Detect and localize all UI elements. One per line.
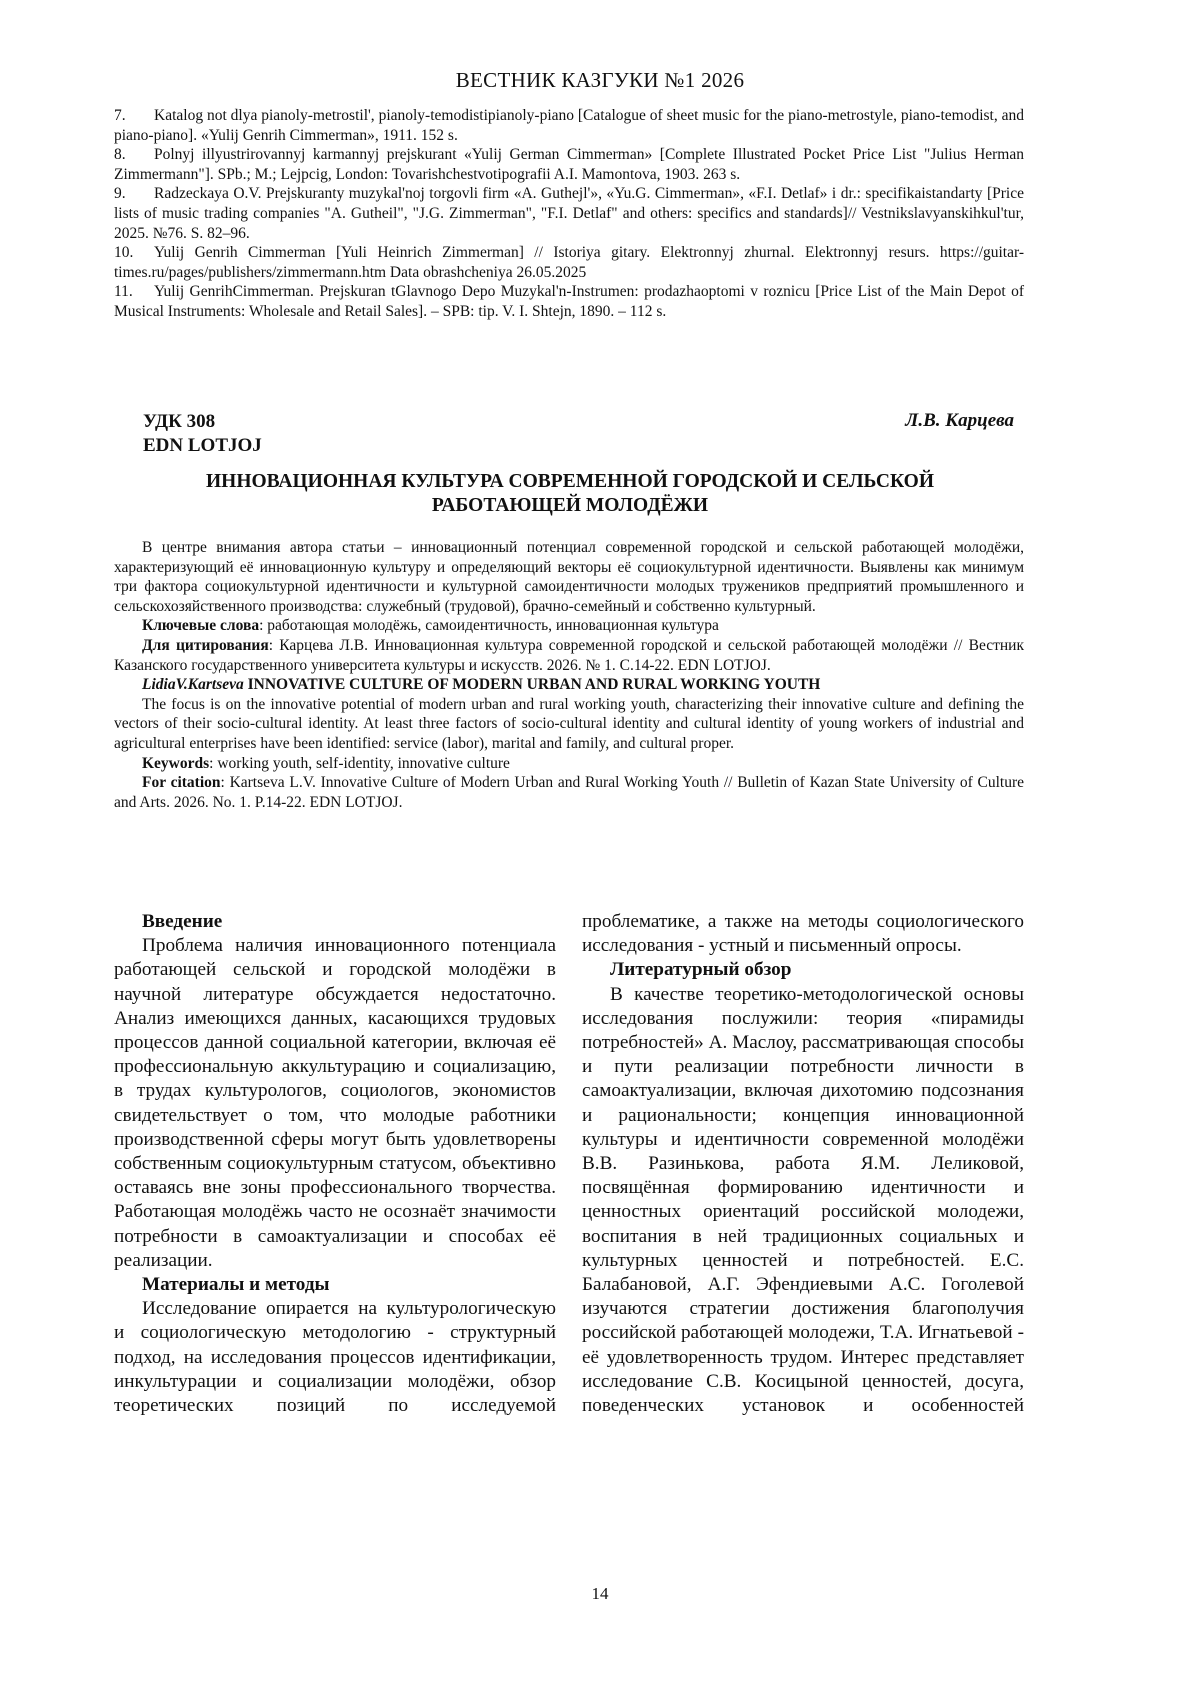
article-title: ИННОВАЦИОННАЯ КУЛЬТУРА СОВРЕМЕННОЙ ГОРОДСКОЙ И СЕЛЬСКОЙ РАБОТАЮЩЕЙ МОЛОДЁЖИ (205, 471, 934, 516)
paragraph-intro: Проблема наличия инновационного потенциала работающей сельской и городской молодёжи в научной литературе обсуждается недостаточно. Анализ имеющихся данных, касающихся трудовых процессов данной социальной категории, включая её профессиональную аккультурацию и социализацию, в трудах культурологов, социологов, экономистов свидетельствует о том, что молодые работники производственной сферы могут быть удовлетворены собственным социокультурным статусом, объективно оставаясь вне зоны профессионального творчества. Работающая молодёжь часто не осознаёт значимости потребности в самоактуализации и способах её реализации. (114, 935, 556, 1271)
reference-item: 8. Polnyj illyustrirovannyj karmannyj prejskurant «Yulij German Cimmerman» [Complete Illustrated Pocket Price List "Julius Herman Zimmermann"]. SPb.; M.; Lejpcig, London: Tovarishchestvotipografii A.I. Mamontova, 1903. 263 s. (114, 146, 1024, 183)
section-heading-methods: Материалы и методы (142, 1274, 330, 1296)
title-en: LidiaV.Kartseva INNOVATIVE CULTURE OF MODERN URBAN AND RURAL WORKING YOUTH (142, 676, 821, 694)
body-column-right (582, 910, 1024, 1418)
keywords-en: Keywords: working youth, self-identity, innovative culture (142, 754, 510, 772)
abstract-ru: В центре внимания автора статьи – инновационный потенциал современной городской и сельской работающей молодёжи, характеризующий её инновационную культуру и определяющий векторы её социокультурной идентичности. Выявлены как минимум три фактора социокультурной идентичности и культурной самоидентичности молодых тружеников предприятий промышленного и сельскохозяйственного производства: служебный (трудовой), брачно-семейный и собственно культурный. (114, 539, 1024, 615)
reference-item: 11. Yulij GenrihCimmerman. Prejskuran tGlavnogo Depo Muzykal'n-Instrumen: prodazhaoptomi v roznicu [Price List of the Main Depot of Musical Instruments: Wholesale and Retail Sales]. – SPB: tip. V. I. Shtejn, 1890. – 112 s. (114, 283, 1024, 320)
reference-list (114, 106, 1024, 322)
keywords-ru: Ключевые слова: работающая молодёжь, самоидентичность, инновационная культура (142, 617, 719, 635)
udk-code: УДК 308 (143, 411, 216, 432)
reference-item: 7. Katalog not dlya pianoly-metrostil', pianoly-temodistipianoly-piano [Catalogue of sheet music for the piano-metrostyle, piano-temodist, and piano-piano]. «Yulij Genrih Cimmerman», 1911. 152 s. (114, 107, 1024, 144)
citation-ru: Для цитирования: Карцева Л.В. Инновационная культура современной городской и сельской работающей молодёжи // Вестник Казанского государственного университета культуры и искусств. 2026. № 1. С.14-22. EDN LOTJOJ. (114, 636, 1024, 674)
paragraph-review: В качестве теоретико-методологической основы исследования послужили: теория «пирамиды потребностей» А. Маслоу, рассматривающая способы и пути реализации потребности личности в самоактуализации, включая дихотомию подсознания и рациональности; концепция инновационной культуры и идентичности современной молодёжи В.В. Разинькова, работа Я.М. Леликовой, посвящённая формированию идентичности и ценностных ориентаций российской молодежи, воспитания в ней традиционных социальных и культурных ценностей и потребностей. Е.С. Балабановой, А.Г. Эфендиевыми А.С. Гоголевой изучаются стратегии достижения благополучия российской работающей молодежи, Т.А. Игнатьевой - её удовлетворенность трудом. Интерес представляет исследование С.В. Косицыной ценностей, досуга, поведенческих установок и особенностей (582, 983, 1024, 1417)
section-heading-review: Литературный обзор (610, 959, 792, 981)
udk-block (143, 410, 262, 458)
running-header: ВЕСТНИК КАЗГУКИ №1 2026 (455, 68, 745, 92)
paragraph-methods: Исследование опирается на культурологическую и социологическую методологию - структурный подход, на исследования процессов идентификации, инкультурации и социализации молодёжи, обзор теоретических позиций по исследуемой (114, 1298, 556, 1417)
reference-item: 10. Yulij Genrih Cimmerman [Yuli Heinrich Zimmerman] // Istoriya gitary. Elektronnyj zhurnal. Elektronnyj resurs. https://guitar-times.ru/pages/publishers/zimmermann.htm Data obrashcheniya 26.05.2025 (114, 244, 1024, 281)
article-author: Л.В. Карцева (905, 410, 1014, 431)
page-number: 14 (591, 1584, 609, 1603)
abstract-block (114, 538, 1024, 812)
edn-code: EDN LOTJOJ (143, 435, 262, 456)
reference-item: 9. Radzeckaya O.V. Prejskuranty muzykal'noj torgovli firm «A. Guthejl'», «Yu.G. Cimmerman», «F.I. Detlaf» i dr.: specifikaistandarty [Price lists of music trading companies "A. Gutheil", "J.G. Zimmerman", "F.I. Detlaf" and others: specifics and standards]// Vestnikslavyanskihkul'tur, 2025. №76. S. 82–96. (114, 185, 1024, 242)
abstract-en: The focus is on the innovative potential of modern urban and rural working youth, characterizing their innovative culture and defining the vectors of their socio-cultural identity. At least three factors of socio-cultural identity and cultural identity of young workers of industrial and agricultural enterprises have been identified: service (labor), marital and family, and cultural proper. (114, 695, 1024, 752)
section-heading-intro: Введение (142, 911, 223, 932)
body-column-left (114, 910, 556, 1418)
citation-en: For citation: Kartseva L.V. Innovative Culture of Modern Urban and Rural Working Youth // Bulletin of Kazan State University of Culture and Arts. 2026. No. 1. P.14-22. EDN LOTJOJ. (114, 774, 1024, 811)
paragraph-methods-continued: проблематике, а также на методы социологического исследования - устный и письменный опросы. (582, 911, 1024, 957)
